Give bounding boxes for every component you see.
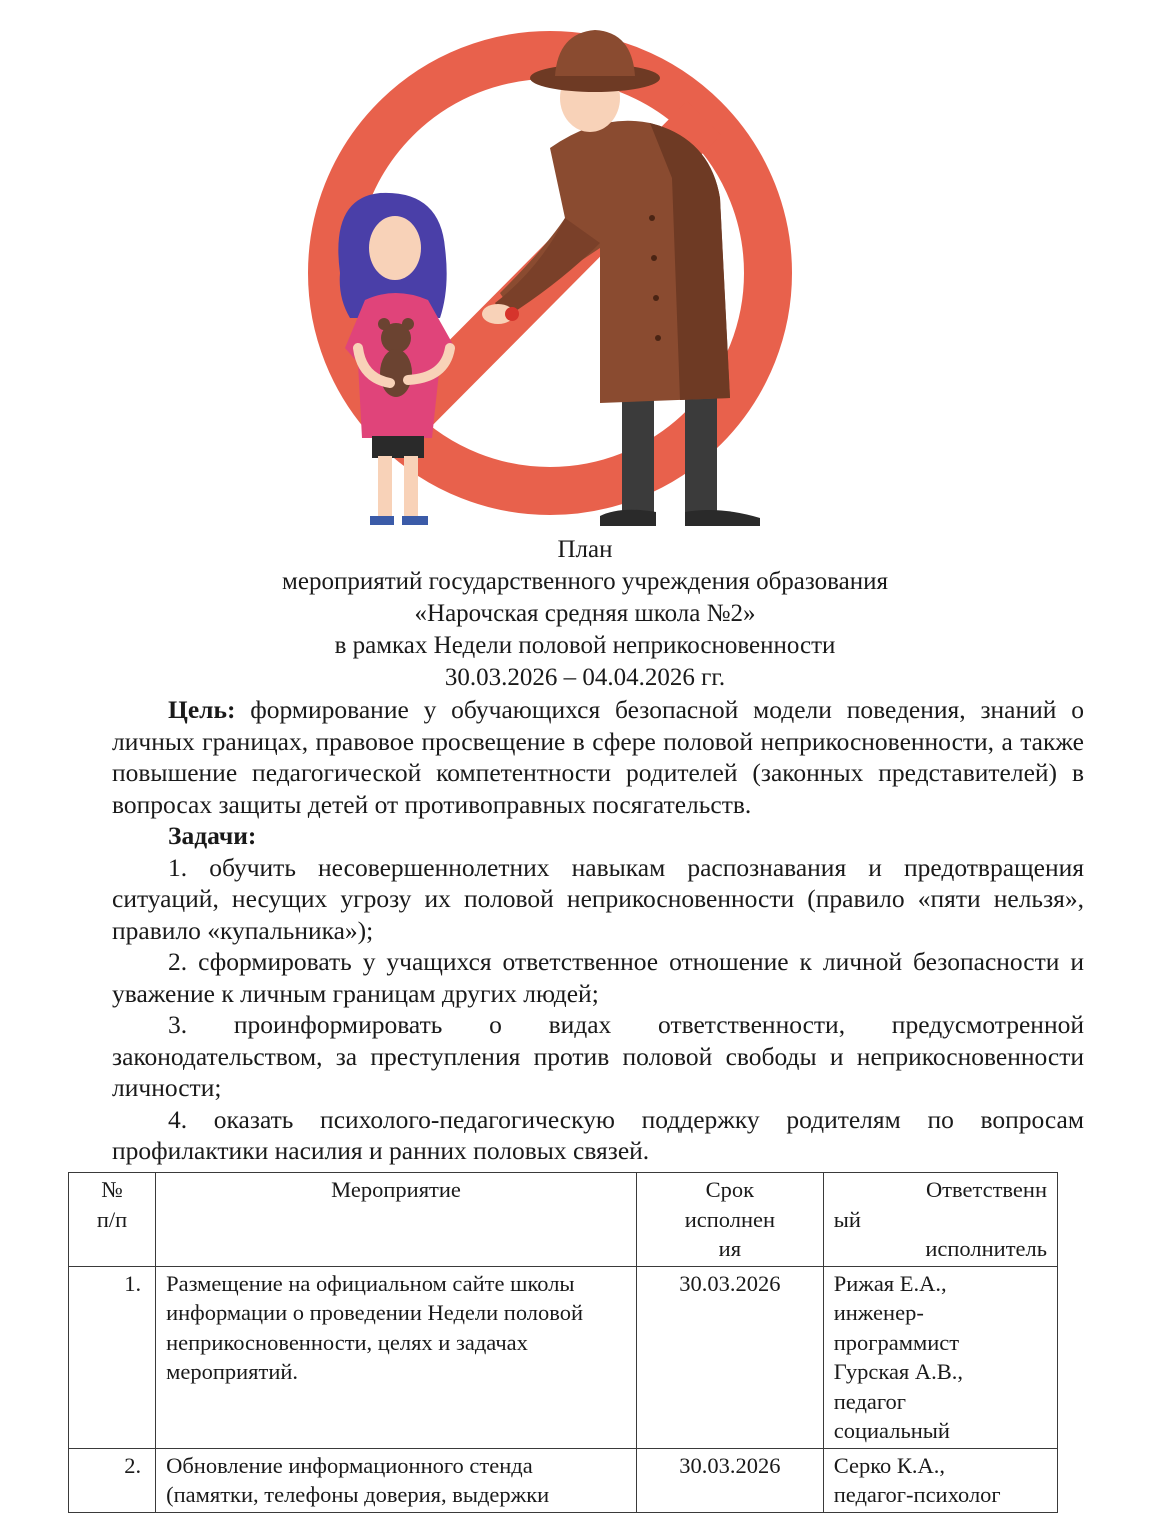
row-number: 1. — [69, 1266, 156, 1448]
header-number: № п/п — [69, 1173, 156, 1267]
goal-label: Цель: — [168, 695, 236, 724]
row-event: Обновление информационного стенда (памятки, телефоны доверия, выдержки — [156, 1448, 637, 1512]
table-row — [69, 1266, 1058, 1448]
tasks-label: Задачи: — [168, 821, 257, 850]
header-responsible: Ответственн ый исполнитель — [823, 1173, 1057, 1267]
table-row — [69, 1448, 1058, 1512]
task-item: 3. проинформировать о видах ответственности, предусмотренной законодательством, за преступления против половой свободы и неприкосновенности личности; — [112, 1010, 1084, 1102]
row-deadline: 30.03.2026 — [637, 1266, 824, 1448]
candy-icon — [505, 307, 519, 321]
row-responsible: Серко К.А., педагог-психолог — [823, 1448, 1057, 1512]
row-responsible: Рижая Е.А., инженер- программист Гурская А.В., педагог социальный — [823, 1266, 1057, 1448]
document-subtitle: мероприятий государственного учреждения образования — [282, 568, 888, 595]
date-range: 30.03.2026 – 04.04.2026 гг. — [444, 664, 726, 691]
goal-paragraph — [112, 694, 1084, 820]
task-item: 4. оказать психолого-педагогическую поддержку родителям по вопросам профилактики насилия и ранних половых связей. — [112, 1104, 1084, 1165]
row-event: Размещение на официальном сайте школы информации о проведении Недели половой неприкосновенности, целях и задачах мероприятий. — [156, 1266, 637, 1448]
no-entry-stranger-illustration — [300, 18, 800, 530]
task-item: 1. обучить несовершеннолетних навыкам распознавания и предотвращения ситуаций, несущих угрозу их половой неприкосновенности (правило «пяти нельзя», правило «купальника»); — [112, 852, 1084, 945]
row-deadline: 30.03.2026 — [637, 1448, 824, 1512]
document-title-block — [0, 534, 1170, 694]
header-event: Мероприятие — [156, 1173, 637, 1267]
document-body — [112, 694, 1084, 1167]
event-week-name: в рамках Недели половой неприкосновенности — [334, 632, 836, 659]
task-item: 2. сформировать у учащихся ответственное отношение к личной безопасности и уважение к личным границам других людей; — [112, 947, 1084, 1008]
goal-text: формирование у обучающихся безопасной модели поведения, знаний о личных границах, правовое просвещение в сфере половой неприкосновенности, а также повышение педагогической компетентности родителей (законных представителей) в вопросах защиты детей от противоправных посягательств. — [112, 695, 1084, 819]
row-number: 2. — [69, 1448, 156, 1512]
header-deadline: Срок исполнен ия — [637, 1173, 824, 1267]
school-name: «Нарочская средняя школа №2» — [414, 600, 756, 627]
plan-table — [68, 1172, 1058, 1513]
document-title: План — [557, 536, 613, 563]
table-header-row — [69, 1173, 1058, 1267]
